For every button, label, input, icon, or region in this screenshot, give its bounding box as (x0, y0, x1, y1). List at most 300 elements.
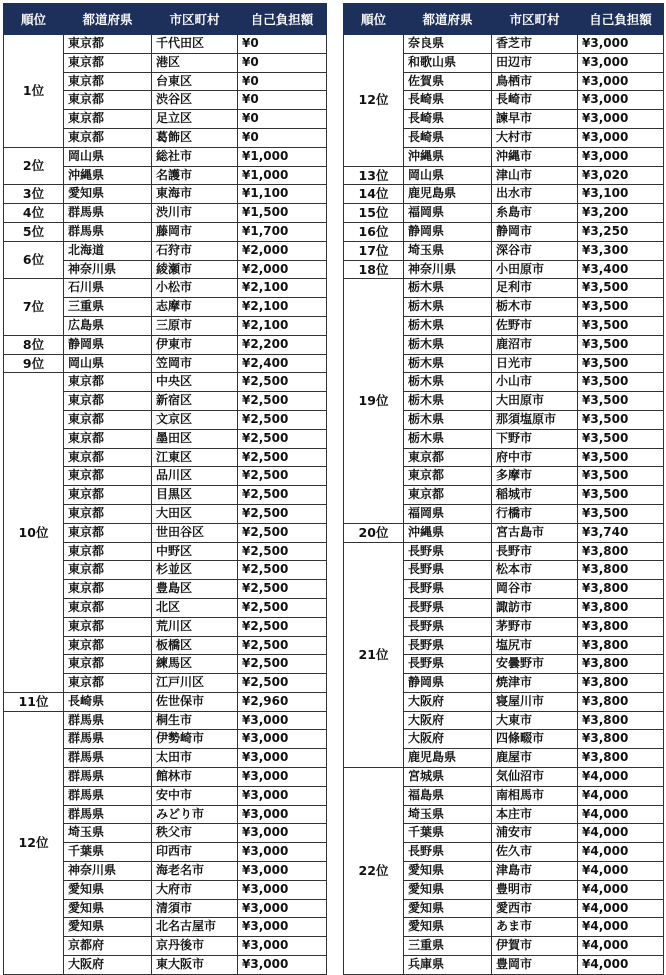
city-cell: 佐久市 (492, 843, 578, 862)
cost-cell: ¥1,500 (238, 204, 327, 223)
cost-cell: ¥3,000 (238, 843, 327, 862)
prefecture-cell: 長野県 (404, 843, 492, 862)
prefecture-cell: 長野県 (404, 561, 492, 580)
city-cell: 豊岡市 (492, 956, 578, 975)
prefecture-cell: 愛知県 (404, 862, 492, 881)
cost-cell: ¥3,000 (238, 880, 327, 899)
cost-cell: ¥4,000 (578, 805, 664, 824)
cost-cell: ¥2,500 (238, 580, 327, 599)
city-cell: 渋谷区 (152, 91, 238, 110)
header-row (344, 4, 664, 35)
city-cell: 総社市 (152, 147, 238, 166)
city-cell: 荒川区 (152, 617, 238, 636)
cost-cell: ¥4,000 (578, 937, 664, 956)
city-cell: 千代田区 (152, 35, 238, 54)
city-cell: 小山市 (492, 373, 578, 392)
table-row (344, 523, 664, 542)
city-cell: 気仙沼市 (492, 768, 578, 787)
rank-cell: 14位 (344, 185, 404, 204)
city-cell: 練馬区 (152, 655, 238, 674)
cost-cell: ¥0 (238, 91, 327, 110)
prefecture-cell: 神奈川県 (404, 260, 492, 279)
table-row (344, 35, 664, 54)
header-prefecture: 都道府県 (404, 4, 492, 35)
rank-cell: 15位 (344, 204, 404, 223)
city-cell: 寝屋川市 (492, 692, 578, 711)
prefecture-cell: 東京都 (64, 655, 152, 674)
prefecture-cell: 長野県 (404, 655, 492, 674)
prefecture-cell: 東京都 (404, 448, 492, 467)
cost-cell: ¥3,000 (238, 956, 327, 975)
prefecture-cell: 宮城県 (404, 768, 492, 787)
cost-cell: ¥2,500 (238, 373, 327, 392)
prefecture-cell: 東京都 (64, 429, 152, 448)
prefecture-cell: 東京都 (64, 598, 152, 617)
cost-cell: ¥2,960 (238, 692, 327, 711)
rank-cell: 19位 (344, 279, 404, 523)
cost-cell: ¥4,000 (578, 843, 664, 862)
prefecture-cell: 和歌山県 (404, 53, 492, 72)
table-row (4, 373, 327, 392)
cost-cell: ¥3,800 (578, 730, 664, 749)
city-cell: 小松市 (152, 279, 238, 298)
city-cell: 鹿沼市 (492, 335, 578, 354)
header-city: 市区町村 (492, 4, 578, 35)
city-cell: 清須市 (152, 899, 238, 918)
rank-cell: 12位 (344, 35, 404, 167)
cost-cell: ¥3,000 (238, 768, 327, 787)
cost-cell: ¥2,500 (238, 448, 327, 467)
cost-cell: ¥2,000 (238, 241, 327, 260)
city-cell: 深谷市 (492, 241, 578, 260)
table-row (4, 147, 327, 166)
city-cell: 諫早市 (492, 110, 578, 129)
prefecture-cell: 東京都 (64, 53, 152, 72)
city-cell: 長野市 (492, 542, 578, 561)
cost-cell: ¥3,000 (238, 786, 327, 805)
cost-cell: ¥2,500 (238, 410, 327, 429)
city-cell: 沖縄市 (492, 147, 578, 166)
prefecture-cell: 福岡県 (404, 204, 492, 223)
rank-cell: 22位 (344, 768, 404, 975)
city-cell: 豊明市 (492, 880, 578, 899)
prefecture-cell: 栃木県 (404, 410, 492, 429)
prefecture-cell: 北海道 (64, 241, 152, 260)
city-cell: 石狩市 (152, 241, 238, 260)
prefecture-cell: 群馬県 (64, 749, 152, 768)
cost-cell: ¥2,500 (238, 486, 327, 505)
prefecture-cell: 群馬県 (64, 222, 152, 241)
prefecture-cell: 長野県 (404, 636, 492, 655)
table-row (344, 241, 664, 260)
cost-cell: ¥3,500 (578, 504, 664, 523)
rank-cell: 16位 (344, 222, 404, 241)
table-row (4, 279, 327, 298)
cost-cell: ¥3,500 (578, 298, 664, 317)
header-prefecture: 都道府県 (64, 4, 152, 35)
prefecture-cell: 栃木県 (404, 335, 492, 354)
rank-cell: 6位 (4, 241, 64, 279)
cost-cell: ¥3,000 (238, 937, 327, 956)
prefecture-cell: 東京都 (64, 542, 152, 561)
cost-cell: ¥1,000 (238, 166, 327, 185)
cost-cell: ¥3,000 (578, 128, 664, 147)
prefecture-cell: 沖縄県 (64, 166, 152, 185)
table-row (344, 279, 664, 298)
cost-cell: ¥3,000 (238, 824, 327, 843)
prefecture-cell: 東京都 (64, 486, 152, 505)
prefecture-cell: 大阪府 (404, 711, 492, 730)
cost-cell: ¥4,000 (578, 899, 664, 918)
cost-cell: ¥3,800 (578, 636, 664, 655)
table-row (344, 768, 664, 787)
cost-cell: ¥3,500 (578, 335, 664, 354)
header-city: 市区町村 (152, 4, 238, 35)
city-cell: 品川区 (152, 467, 238, 486)
prefecture-cell: 長崎県 (64, 692, 152, 711)
cost-cell: ¥0 (238, 110, 327, 129)
prefecture-cell: 群馬県 (64, 204, 152, 223)
rank-cell: 18位 (344, 260, 404, 279)
prefecture-cell: 東京都 (64, 561, 152, 580)
prefecture-cell: 長野県 (404, 617, 492, 636)
prefecture-cell: 神奈川県 (64, 862, 152, 881)
prefecture-cell: 埼玉県 (404, 805, 492, 824)
rank-cell: 9位 (4, 354, 64, 373)
prefecture-cell: 沖縄県 (404, 147, 492, 166)
cost-cell: ¥3,000 (238, 862, 327, 881)
city-cell: 稲城市 (492, 486, 578, 505)
city-cell: 田辺市 (492, 53, 578, 72)
prefecture-cell: 大阪府 (404, 730, 492, 749)
cost-cell: ¥3,400 (578, 260, 664, 279)
city-cell: あま市 (492, 918, 578, 937)
rank-cell: 11位 (4, 692, 64, 711)
cost-cell: ¥3,000 (578, 91, 664, 110)
city-cell: 本庄市 (492, 805, 578, 824)
city-cell: 世田谷区 (152, 523, 238, 542)
ranking-table-right (343, 3, 664, 975)
city-cell: 笠岡市 (152, 354, 238, 373)
city-cell: 安曇野市 (492, 655, 578, 674)
cost-cell: ¥3,100 (578, 185, 664, 204)
cost-cell: ¥2,500 (238, 561, 327, 580)
cost-cell: ¥3,000 (238, 899, 327, 918)
cost-cell: ¥3,500 (578, 279, 664, 298)
prefecture-cell: 大阪府 (404, 692, 492, 711)
city-cell: 松本市 (492, 561, 578, 580)
prefecture-cell: 群馬県 (64, 711, 152, 730)
prefecture-cell: 東京都 (64, 636, 152, 655)
rank-cell: 1位 (4, 35, 64, 148)
cost-cell: ¥3,500 (578, 392, 664, 411)
city-cell: 印西市 (152, 843, 238, 862)
cost-cell: ¥3,500 (578, 486, 664, 505)
cost-cell: ¥0 (238, 53, 327, 72)
city-cell: 渋川市 (152, 204, 238, 223)
cost-cell: ¥2,100 (238, 279, 327, 298)
cost-cell: ¥4,000 (578, 786, 664, 805)
prefecture-cell: 東京都 (64, 580, 152, 599)
cost-cell: ¥2,500 (238, 429, 327, 448)
prefecture-cell: 千葉県 (404, 824, 492, 843)
cost-cell: ¥4,000 (578, 862, 664, 881)
prefecture-cell: 愛知県 (404, 899, 492, 918)
prefecture-cell: 栃木県 (404, 298, 492, 317)
prefecture-cell: 長崎県 (404, 110, 492, 129)
cost-cell: ¥3,250 (578, 222, 664, 241)
prefecture-cell: 大阪府 (64, 956, 152, 975)
cost-cell: ¥2,000 (238, 260, 327, 279)
city-cell: 鹿屋市 (492, 749, 578, 768)
city-cell: 桐生市 (152, 711, 238, 730)
cost-cell: ¥3,000 (238, 749, 327, 768)
prefecture-cell: 東京都 (64, 448, 152, 467)
prefecture-cell: 愛知県 (404, 880, 492, 899)
prefecture-cell: 三重県 (404, 937, 492, 956)
ranking-table-left (3, 3, 327, 975)
prefecture-cell: 愛知県 (64, 899, 152, 918)
rank-cell: 8位 (4, 335, 64, 354)
table-row (4, 692, 327, 711)
rank-cell: 10位 (4, 373, 64, 693)
cost-cell: ¥2,200 (238, 335, 327, 354)
cost-cell: ¥1,000 (238, 147, 327, 166)
city-cell: 安中市 (152, 786, 238, 805)
cost-cell: ¥3,500 (578, 373, 664, 392)
city-cell: 大村市 (492, 128, 578, 147)
city-cell: 下野市 (492, 429, 578, 448)
prefecture-cell: 静岡県 (404, 674, 492, 693)
cost-cell: ¥2,400 (238, 354, 327, 373)
prefecture-cell: 栃木県 (404, 354, 492, 373)
cost-cell: ¥2,500 (238, 674, 327, 693)
city-cell: 鳥栖市 (492, 72, 578, 91)
prefecture-cell: 静岡県 (404, 222, 492, 241)
prefecture-cell: 栃木県 (404, 429, 492, 448)
cost-cell: ¥4,000 (578, 768, 664, 787)
prefecture-cell: 鹿児島県 (404, 749, 492, 768)
cost-cell: ¥3,500 (578, 467, 664, 486)
cost-cell: ¥3,800 (578, 561, 664, 580)
prefecture-cell: 愛知県 (64, 880, 152, 899)
cost-cell: ¥3,800 (578, 655, 664, 674)
city-cell: 茅野市 (492, 617, 578, 636)
cost-cell: ¥3,800 (578, 749, 664, 768)
table-row (4, 222, 327, 241)
city-cell: 北区 (152, 598, 238, 617)
cost-cell: ¥4,000 (578, 956, 664, 975)
cost-cell: ¥3,000 (578, 53, 664, 72)
table-row (4, 35, 327, 54)
cost-cell: ¥2,500 (238, 636, 327, 655)
prefecture-cell: 東京都 (64, 467, 152, 486)
cost-cell: ¥2,500 (238, 467, 327, 486)
prefecture-cell: 福島県 (404, 786, 492, 805)
prefecture-cell: 愛知県 (64, 918, 152, 937)
prefecture-cell: 石川県 (64, 279, 152, 298)
rank-cell: 13位 (344, 166, 404, 185)
header-cost: 自己負担額 (578, 4, 664, 35)
prefecture-cell: 福岡県 (404, 504, 492, 523)
cost-cell: ¥3,800 (578, 542, 664, 561)
cost-cell: ¥3,800 (578, 692, 664, 711)
cost-cell: ¥2,100 (238, 316, 327, 335)
prefecture-cell: 埼玉県 (404, 241, 492, 260)
rank-cell: 7位 (4, 279, 64, 335)
cost-cell: ¥3,000 (578, 72, 664, 91)
city-cell: 府中市 (492, 448, 578, 467)
table-row (4, 241, 327, 260)
city-cell: 江戸川区 (152, 674, 238, 693)
prefecture-cell: 広島県 (64, 316, 152, 335)
cost-cell: ¥3,800 (578, 674, 664, 693)
prefecture-cell: 群馬県 (64, 768, 152, 787)
city-cell: 佐世保市 (152, 692, 238, 711)
table-row (4, 185, 327, 204)
city-cell: 新宿区 (152, 392, 238, 411)
prefecture-cell: 東京都 (404, 486, 492, 505)
cost-cell: ¥2,100 (238, 298, 327, 317)
rank-cell: 20位 (344, 523, 404, 542)
city-cell: 秩父市 (152, 824, 238, 843)
cost-cell: ¥2,500 (238, 598, 327, 617)
cost-cell: ¥3,000 (238, 711, 327, 730)
cost-cell: ¥3,800 (578, 617, 664, 636)
cost-cell: ¥3,000 (578, 35, 664, 54)
cost-cell: ¥3,300 (578, 241, 664, 260)
table-row (344, 204, 664, 223)
city-cell: 東海市 (152, 185, 238, 204)
city-cell: 台東区 (152, 72, 238, 91)
prefecture-cell: 長崎県 (404, 128, 492, 147)
city-cell: 綾瀬市 (152, 260, 238, 279)
cost-cell: ¥3,740 (578, 523, 664, 542)
rank-cell: 5位 (4, 222, 64, 241)
prefecture-cell: 東京都 (64, 523, 152, 542)
city-cell: 多摩市 (492, 467, 578, 486)
prefecture-cell: 愛知県 (64, 185, 152, 204)
prefecture-cell: 静岡県 (64, 335, 152, 354)
prefecture-cell: 長野県 (404, 542, 492, 561)
cost-cell: ¥3,200 (578, 204, 664, 223)
city-cell: 栃木市 (492, 298, 578, 317)
prefecture-cell: 東京都 (64, 110, 152, 129)
cost-cell: ¥0 (238, 72, 327, 91)
cost-cell: ¥2,500 (238, 655, 327, 674)
city-cell: 長崎市 (492, 91, 578, 110)
rank-cell: 2位 (4, 147, 64, 185)
prefecture-cell: 埼玉県 (64, 824, 152, 843)
cost-cell: ¥3,020 (578, 166, 664, 185)
city-cell: 文京区 (152, 410, 238, 429)
prefecture-cell: 長崎県 (404, 91, 492, 110)
city-cell: 愛西市 (492, 899, 578, 918)
city-cell: 伊東市 (152, 335, 238, 354)
city-cell: 静岡市 (492, 222, 578, 241)
cost-cell: ¥2,500 (238, 542, 327, 561)
table-row (4, 711, 327, 730)
cost-cell: ¥3,500 (578, 316, 664, 335)
cost-cell: ¥4,000 (578, 918, 664, 937)
cost-cell: ¥0 (238, 128, 327, 147)
table-row (4, 354, 327, 373)
prefecture-cell: 東京都 (64, 504, 152, 523)
city-cell: 港区 (152, 53, 238, 72)
city-cell: 日光市 (492, 354, 578, 373)
cost-cell: ¥3,800 (578, 580, 664, 599)
city-cell: 京丹後市 (152, 937, 238, 956)
city-cell: 伊賀市 (492, 937, 578, 956)
city-cell: 塩尻市 (492, 636, 578, 655)
city-cell: 大東市 (492, 711, 578, 730)
city-cell: 館林市 (152, 768, 238, 787)
city-cell: 糸島市 (492, 204, 578, 223)
cost-cell: ¥1,100 (238, 185, 327, 204)
prefecture-cell: 群馬県 (64, 805, 152, 824)
prefecture-cell: 神奈川県 (64, 260, 152, 279)
prefecture-cell: 東京都 (64, 392, 152, 411)
cost-cell: ¥3,500 (578, 354, 664, 373)
city-cell: 中野区 (152, 542, 238, 561)
cost-cell: ¥4,000 (578, 880, 664, 899)
cost-cell: ¥3,000 (578, 110, 664, 129)
table-row (344, 542, 664, 561)
city-cell: 東大阪市 (152, 956, 238, 975)
prefecture-cell: 岡山県 (64, 354, 152, 373)
table-row (344, 185, 664, 204)
city-cell: 板橋区 (152, 636, 238, 655)
city-cell: 南相馬市 (492, 786, 578, 805)
city-cell: 佐野市 (492, 316, 578, 335)
city-cell: 宮古島市 (492, 523, 578, 542)
prefecture-cell: 栃木県 (404, 373, 492, 392)
cost-cell: ¥2,500 (238, 392, 327, 411)
cost-cell: ¥3,500 (578, 410, 664, 429)
prefecture-cell: 群馬県 (64, 786, 152, 805)
prefecture-cell: 東京都 (64, 91, 152, 110)
city-cell: 豊島区 (152, 580, 238, 599)
prefecture-cell: 佐賀県 (404, 72, 492, 91)
city-cell: 藤岡市 (152, 222, 238, 241)
prefecture-cell: 岡山県 (64, 147, 152, 166)
city-cell: 足利市 (492, 279, 578, 298)
cost-cell: ¥4,000 (578, 824, 664, 843)
prefecture-cell: 東京都 (404, 467, 492, 486)
prefecture-cell: 岡山県 (404, 166, 492, 185)
cost-cell: ¥0 (238, 35, 327, 54)
city-cell: 津島市 (492, 862, 578, 881)
prefecture-cell: 愛知県 (404, 918, 492, 937)
prefecture-cell: 奈良県 (404, 35, 492, 54)
prefecture-cell: 群馬県 (64, 730, 152, 749)
rank-cell: 21位 (344, 542, 404, 768)
city-cell: 墨田区 (152, 429, 238, 448)
city-cell: 四條畷市 (492, 730, 578, 749)
cost-cell: ¥3,000 (238, 805, 327, 824)
prefecture-cell: 栃木県 (404, 392, 492, 411)
prefecture-cell: 東京都 (64, 72, 152, 91)
prefecture-cell: 東京都 (64, 373, 152, 392)
prefecture-cell: 東京都 (64, 128, 152, 147)
city-cell: 浦安市 (492, 824, 578, 843)
city-cell: 岡谷市 (492, 580, 578, 599)
city-cell: 太田市 (152, 749, 238, 768)
cost-cell: ¥3,500 (578, 448, 664, 467)
city-cell: 杉並区 (152, 561, 238, 580)
prefecture-cell: 栃木県 (404, 279, 492, 298)
city-cell: 三原市 (152, 316, 238, 335)
